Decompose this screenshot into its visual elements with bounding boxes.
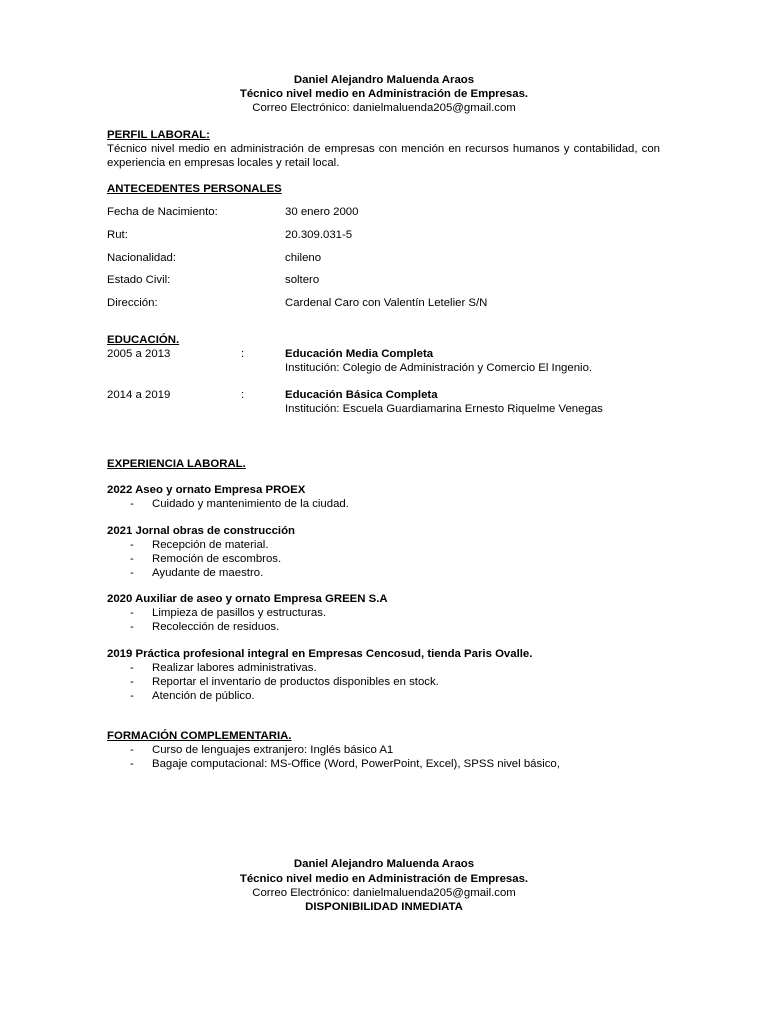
bullet-dash: - xyxy=(130,744,134,756)
value-fecha-nacimiento: 30 enero 2000 xyxy=(285,206,359,218)
edu-degree-1: Educación Media Completa xyxy=(285,348,434,360)
bullet-dash: - xyxy=(130,621,134,633)
job-3-item-1: Limpieza de pasillos y estructuras. xyxy=(152,607,327,619)
header-title: Técnico nivel medio en Administración de Empresas. xyxy=(239,88,529,100)
header-name: Daniel Alejandro Maluenda Araos xyxy=(293,74,475,86)
footer-title: Técnico nivel medio en Administración de Empresas. xyxy=(239,873,529,885)
bullet-dash: - xyxy=(130,539,134,551)
bullet-dash: - xyxy=(130,567,134,579)
experiencia-heading: EXPERIENCIA LABORAL. xyxy=(107,458,246,470)
job-2-item-1: Recepción de material. xyxy=(152,539,269,551)
job-3-item-2: Recolección de residuos. xyxy=(152,621,280,633)
footer-email: Correo Electrónico: danielmaluenda205@gmail.com xyxy=(252,887,516,899)
perfil-text: Técnico nivel medio en administración de empresas con mención en recursos humanos y contabilidad, con experiencia en empresas locales y retail local. xyxy=(107,143,660,169)
job-title-2: 2021 Jornal obras de construcción xyxy=(107,525,296,537)
edu-institution-1: Institución: Colegio de Administración y Comercio El Ingenio. xyxy=(285,362,593,374)
edu-years-2: 2014 a 2019 xyxy=(107,389,171,401)
value-nacionalidad: chileno xyxy=(285,252,322,264)
label-direccion: Dirección: xyxy=(107,297,158,309)
bullet-dash: - xyxy=(130,498,134,510)
antecedentes-heading: ANTECEDENTES PERSONALES xyxy=(107,183,282,195)
edu-sep-2: : xyxy=(241,389,245,401)
formacion-item-1: Curso de lenguajes extranjero: Inglés básico A1 xyxy=(152,744,394,756)
label-estado-civil: Estado Civil: xyxy=(107,274,171,286)
job-title-1: 2022 Aseo y ornato Empresa PROEX xyxy=(107,484,306,496)
edu-degree-2: Educación Básica Completa xyxy=(285,389,438,401)
label-fecha-nacimiento: Fecha de Nacimiento: xyxy=(107,206,218,218)
perfil-heading: PERFIL LABORAL: xyxy=(107,129,210,141)
edu-institution-2: Institución: Escuela Guardiamarina Ernesto Riquelme Venegas xyxy=(285,403,603,415)
job-title-4: 2019 Práctica profesional integral en Empresas Cencosud, tienda Paris Ovalle. xyxy=(107,648,533,660)
job-2-item-3: Ayudante de maestro. xyxy=(152,567,264,579)
edu-sep-1: : xyxy=(241,348,245,360)
job-title-3: 2020 Auxiliar de aseo y ornato Empresa GREEN S.A xyxy=(107,593,388,605)
bullet-dash: - xyxy=(130,607,134,619)
edu-years-1: 2005 a 2013 xyxy=(107,348,171,360)
value-estado-civil: soltero xyxy=(285,274,320,286)
footer-name: Daniel Alejandro Maluenda Araos xyxy=(293,858,475,870)
header-email: Correo Electrónico: danielmaluenda205@gmail.com xyxy=(252,102,516,114)
bullet-dash: - xyxy=(130,690,134,702)
value-direccion: Cardenal Caro con Valentín Letelier S/N xyxy=(285,297,488,309)
bullet-dash: - xyxy=(130,553,134,565)
formacion-heading: FORMACIÓN COMPLEMENTARIA. xyxy=(107,730,292,742)
bullet-dash: - xyxy=(130,662,134,674)
footer-availability: DISPONIBILIDAD INMEDIATA xyxy=(305,901,463,913)
value-rut: 20.309.031-5 xyxy=(285,229,353,241)
educacion-heading: EDUCACIÓN. xyxy=(107,334,180,346)
job-2-item-2: Remoción de escombros. xyxy=(152,553,282,565)
label-nacionalidad: Nacionalidad: xyxy=(107,252,177,264)
formacion-item-2: Bagaje computacional: MS-Office (Word, PowerPoint, Excel), SPSS nivel básico, xyxy=(152,758,560,770)
job-4-item-2: Reportar el inventario de productos disponibles en stock. xyxy=(152,676,439,688)
label-rut: Rut: xyxy=(107,229,128,241)
bullet-dash: - xyxy=(130,758,134,770)
job-4-item-3: Atención de público. xyxy=(152,690,255,702)
bullet-dash: - xyxy=(130,676,134,688)
job-1-item-1: Cuidado y mantenimiento de la ciudad. xyxy=(152,498,349,510)
job-4-item-1: Realizar labores administrativas. xyxy=(152,662,317,674)
